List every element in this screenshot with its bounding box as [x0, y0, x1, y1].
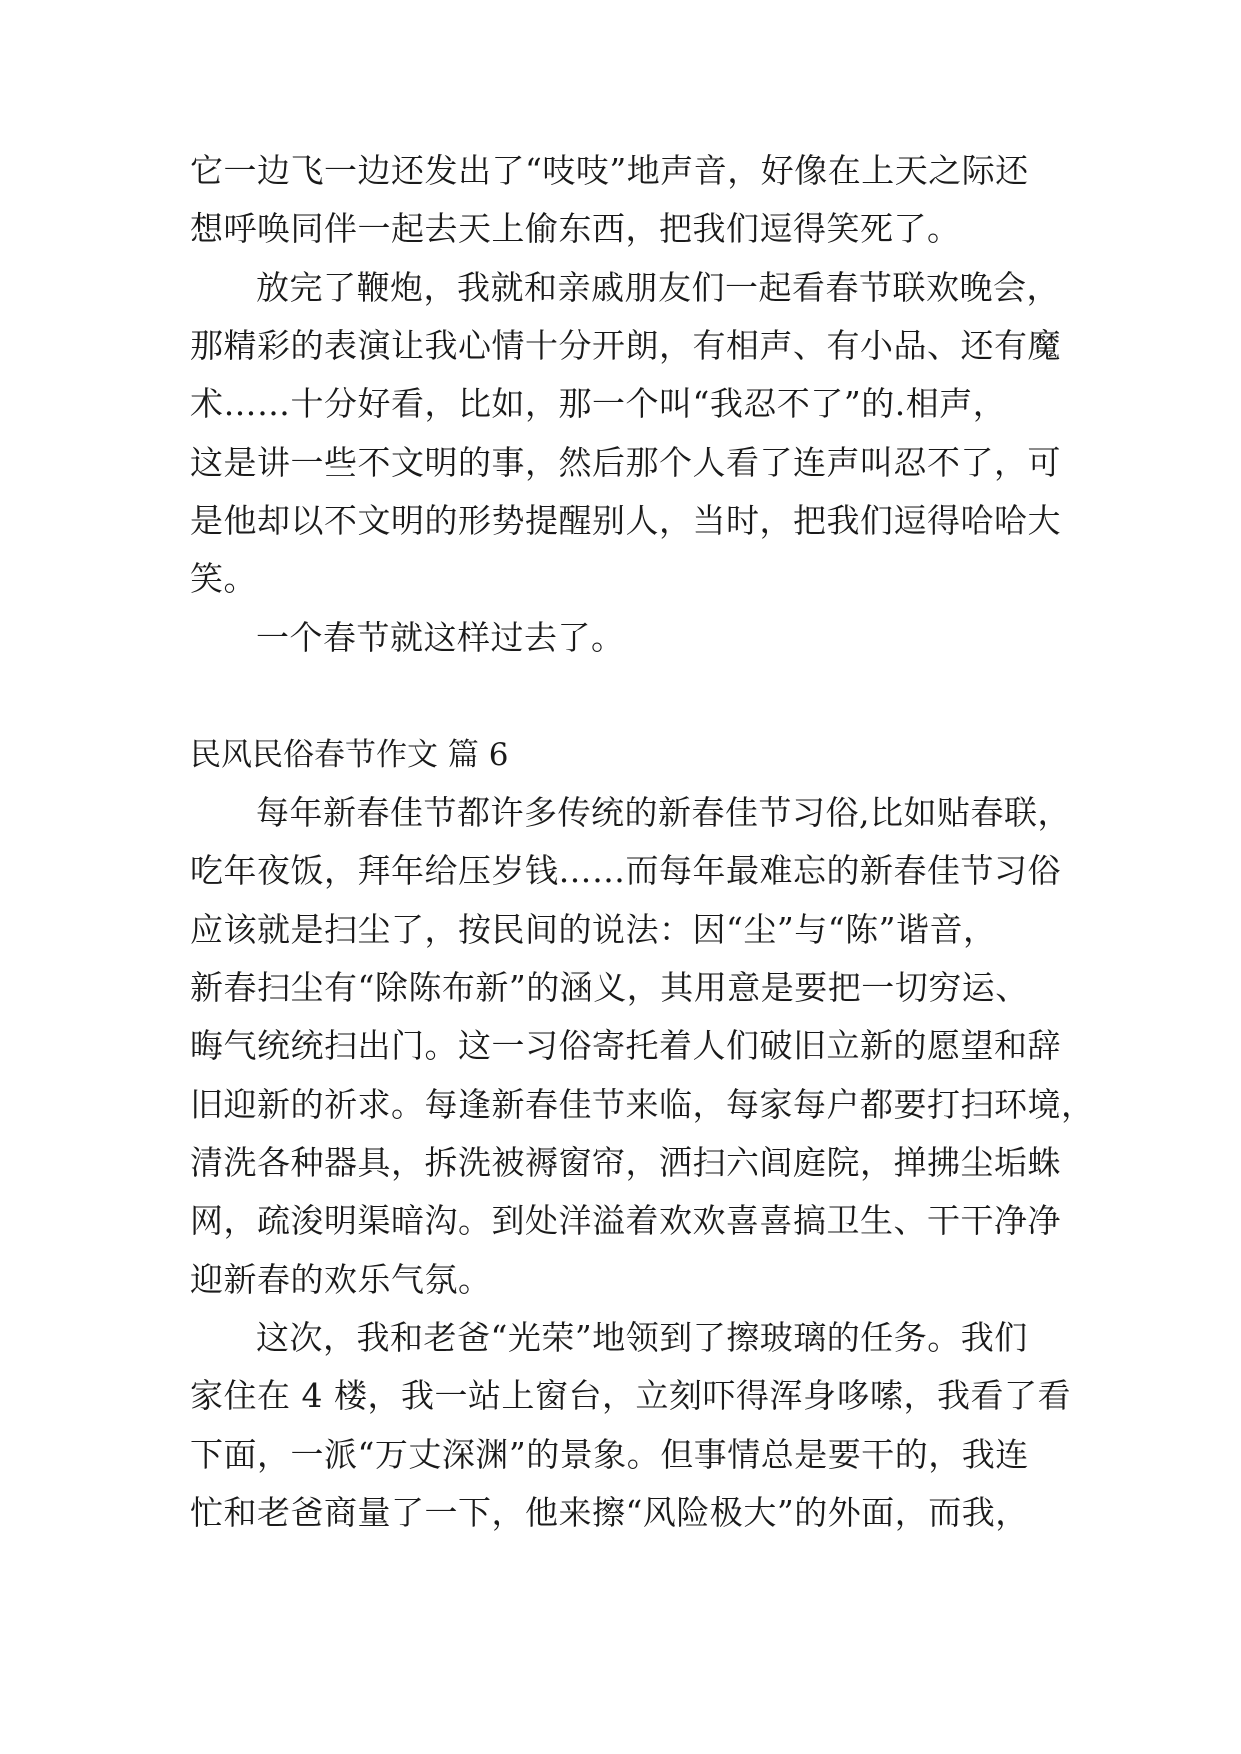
text-line: 家住在 4 楼，我一站上窗台，立刻吓得浑身哆嗦，我看了看: [190, 1376, 1071, 1415]
text-line: 每年新春佳节都许多传统的新春佳节习俗,比如贴春联，: [256, 793, 1071, 832]
text-line: 是他却以不文明的形势提醒别人，当时，把我们逗得哈哈大: [190, 501, 1061, 540]
text-line: 吃年夜饭，拜年给压岁钱……而每年最难忘的新春佳节习俗: [190, 851, 1061, 890]
text-line: 那精彩的表演让我心情十分开朗，有相声、有小品、还有魔: [190, 326, 1061, 365]
text-line: 想呼唤同伴一起去天上偷东西，把我们逗得笑死了。: [190, 209, 961, 248]
section-heading: 民风民俗春节作文 篇 6: [190, 737, 509, 773]
text-line: 晦气统统扫出门。这一习俗寄托着人们破旧立新的愿望和辞: [190, 1026, 1061, 1065]
text-line: 放完了鞭炮，我就和亲戚朋友们一起看春节联欢晚会，: [256, 268, 1060, 307]
text-line: 一个春节就这样过去了。: [256, 618, 625, 657]
text-line: 清洗各种器具，拆洗被褥窗帘，洒扫六闾庭院，掸拂尘垢蛛: [190, 1143, 1061, 1182]
text-line: 忙和老爸商量了一下，他来擦“风险极大”的外面，而我，: [190, 1493, 1029, 1532]
text-line: 术……十分好看，比如，那一个叫“我忍不了”的.相声，: [190, 384, 1007, 423]
text-line: 迎新春的欢乐气氛。: [190, 1260, 492, 1299]
text-line: 笑。: [190, 559, 257, 598]
text-line: 这次，我和老爸“光荣”地领到了擦玻璃的任务。我们: [256, 1318, 1028, 1357]
text-line: 下面，一派“万丈深渊”的景象。但事情总是要干的，我连: [190, 1435, 1029, 1474]
text-line: 应该就是扫尘了，按民间的说法：因“尘”与“陈”谐音，: [190, 910, 997, 949]
text-line: 新春扫尘有“除陈布新”的涵义，其用意是要把一切穷运、: [190, 968, 1029, 1007]
text-line: 旧迎新的祈求。每逢新春佳节来临，每家每户都要打扫环境，: [190, 1085, 1095, 1124]
text-line: 它一边飞一边还发出了“吱吱”地声音，好像在上天之际还: [190, 151, 1029, 190]
text-line: 这是讲一些不文明的事，然后那个人看了连声叫忍不了，可: [190, 443, 1061, 482]
text-line: 网，疏浚明渠暗沟。到处洋溢着欢欢喜喜搞卫生、干干净净: [190, 1201, 1061, 1240]
